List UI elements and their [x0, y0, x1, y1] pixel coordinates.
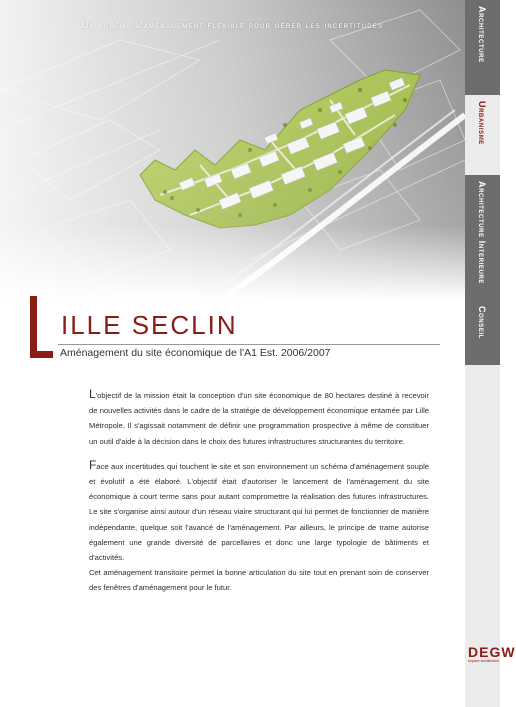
paragraph-3: Cet aménagement transitoire permet la bonne articulation du site tout en prenant soin de conserver des fenêtres d'aménagement pour le futur.: [89, 568, 429, 593]
tab-architecture[interactable]: [465, 0, 500, 95]
tab-architecture-interieure-label: Architecture Interieure: [477, 181, 487, 284]
hero-aerial-image: [0, 0, 465, 300]
body-text: [89, 388, 429, 596]
paragraph-1-text: 'objectif de la mission était la conception d'un site économique de 80 hectares destiné à recevoir de nouvelles activités dans le cadre de la stratégie de développement économique entamée par Lille Métropole. Il s'agissait notamment de définir une programmation prospective à même de constituer un outil d'aide à la décision dans le choix des futures infrastructures structurantes du territoire.: [89, 391, 429, 446]
paragraph-2-dropcap: F: [89, 457, 97, 472]
paragraph-2-text: ace aux incertitudes qui touchent le site et son environnement un schéma d'aménagement souple et évolutif a été élaboré. L'objectif était d'autoriser le lancement de l'aménagement du site économique à court terme sans pour autant compromettre la réalisation des futures infrastructures. Le site s'organise ainsi autour d'un réseau viaire structurant qui lui permet de fonctionner de manière indépendante, quelque soit l'avancé de l'aménagement. Par ailleurs, le principe de trame autorise également une grande diversité de parcellaires et donc une large typologie de bâtiments et d'activités.: [89, 461, 429, 563]
tab-architecture-interieure[interactable]: [465, 175, 500, 300]
title-divider: [58, 344, 440, 345]
sidebar: [465, 0, 516, 707]
tab-conseil-label: Conseil: [477, 306, 487, 340]
paragraph-2: [89, 459, 429, 565]
tab-urbanisme[interactable]: [465, 95, 500, 175]
page-subtitle: Aménagement du site économique de l'A1 Est. 2006/2007: [60, 347, 331, 359]
hero-caption: Un schéma d'aménagement flexible pour gérer les incertitudes: [81, 20, 384, 30]
paragraph-1-dropcap: L: [89, 387, 96, 401]
degw-logo: [468, 644, 516, 663]
page-title: ILLE SECLIN: [61, 310, 238, 340]
paragraph-1: [89, 388, 429, 449]
logo-tagline: espace architecture: [468, 659, 500, 663]
title-initial-letter: [30, 296, 53, 358]
logo-wordmark: DEGW: [468, 644, 516, 660]
tab-conseil[interactable]: [465, 300, 500, 365]
aerial-plan-illustration: [0, 0, 465, 300]
tab-architecture-label: Architecture: [477, 6, 487, 63]
tab-urbanisme-label: Urbanisme: [477, 101, 487, 145]
